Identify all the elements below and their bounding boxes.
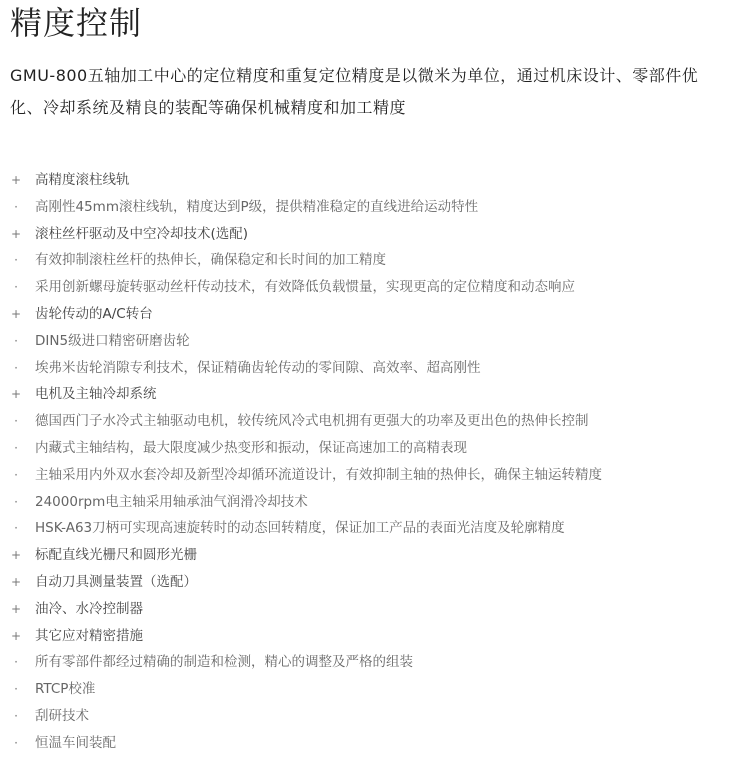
bullet-icon: · — [14, 440, 18, 455]
category-label: 电机及主轴冷却系统 — [35, 386, 157, 403]
detail-text: 有效抑制滚柱丝杆的热伸长，确保稳定和长时间的加工精度 — [35, 252, 386, 269]
feature-category-item[interactable] — [0, 221, 735, 248]
feature-detail-item — [0, 703, 735, 730]
feature-detail-item — [0, 408, 735, 435]
plus-icon[interactable]: + — [10, 574, 22, 589]
bullet-icon: · — [14, 333, 18, 348]
bullet-icon: · — [14, 494, 18, 509]
bullet-icon: · — [14, 682, 18, 697]
detail-text: 内藏式主轴结构，最大限度减少热变形和振动，保证高速加工的高精表现 — [35, 439, 467, 456]
detail-text: HSK-A63刀柄可实现高速旋转时的动态回转精度，保证加工产品的表面光洁度及轮廓精度 — [35, 520, 565, 537]
feature-category-item[interactable] — [0, 596, 735, 623]
bullet-icon: · — [14, 655, 18, 670]
intro-paragraph: GMU-800五轴加工中心的定位精度和重复定位精度是以微米为单位，通过机床设计、零部件优化、冷却系统及精良的装配等确保机械精度和加工精度 — [10, 66, 699, 117]
feature-detail-item — [0, 730, 735, 757]
feature-category-item[interactable] — [0, 381, 735, 408]
feature-category-item[interactable] — [0, 623, 735, 650]
plus-icon[interactable]: + — [10, 306, 22, 321]
detail-text: 德国西门子水冷式主轴驱动电机，较传统风冷式电机拥有更强大的功率及更出色的热伸长控制 — [35, 413, 589, 430]
category-label: 油冷、水冷控制器 — [35, 600, 143, 617]
feature-detail-item — [0, 649, 735, 676]
bullet-icon: · — [14, 467, 18, 482]
feature-detail-item — [0, 489, 735, 516]
feature-category-item[interactable] — [0, 569, 735, 596]
category-label: 标配直线光栅尺和圆形光栅 — [35, 547, 197, 564]
feature-category-item[interactable] — [0, 542, 735, 569]
page-title: 精度控制 — [10, 4, 143, 42]
category-label: 其它应对精密措施 — [35, 627, 143, 644]
detail-text: 24000rpm电主轴采用轴承油气润滑冷却技术 — [35, 493, 308, 510]
feature-detail-item — [0, 194, 735, 221]
bullet-icon: · — [14, 199, 18, 214]
bullet-icon: · — [14, 414, 18, 429]
feature-category-item[interactable] — [0, 167, 735, 194]
detail-text: 埃弗米齿轮消隙专利技术，保证精确齿轮传动的零间隙、高效率、超高刚性 — [35, 359, 481, 376]
plus-icon[interactable]: + — [10, 601, 22, 616]
detail-text: RTCP校准 — [35, 681, 96, 698]
detail-text: 采用创新螺母旋转驱动丝杆传动技术，有效降低负载惯量，实现更高的定位精度和动态响应 — [35, 279, 575, 296]
feature-detail-item — [0, 462, 735, 489]
feature-detail-item — [0, 247, 735, 274]
bullet-icon: · — [14, 521, 18, 536]
plus-icon[interactable]: + — [10, 173, 22, 187]
detail-text: 所有零部件都经过精确的制造和检测，精心的调整及严格的组装 — [35, 654, 413, 671]
detail-text: 主轴采用内外双水套冷却及新型冷却循环流道设计，有效抑制主轴的热伸长，确保主轴运转精度 — [35, 466, 602, 483]
bullet-icon: · — [14, 360, 18, 375]
feature-detail-item — [0, 515, 735, 542]
feature-detail-item — [0, 435, 735, 462]
plus-icon[interactable]: + — [10, 628, 22, 643]
category-label: 自动刀具测量装置（选配） — [35, 573, 197, 590]
category-label: 齿轮传动的A/C转台 — [35, 305, 153, 322]
bullet-icon: · — [14, 735, 18, 750]
detail-text: 恒温车间装配 — [35, 734, 116, 751]
detail-text: DIN5级进口精密研磨齿轮 — [35, 332, 190, 349]
feature-category-item[interactable] — [0, 301, 735, 328]
bullet-icon: · — [14, 280, 18, 295]
detail-text: 刮研技术 — [35, 707, 89, 724]
plus-icon[interactable]: + — [10, 548, 22, 563]
category-label: 滚柱丝杆驱动及中空冷却技术(选配) — [35, 225, 249, 242]
feature-list — [0, 167, 735, 757]
bullet-icon: · — [14, 708, 18, 723]
category-label: 高精度滚柱线轨 — [35, 172, 130, 188]
bullet-icon: · — [14, 253, 18, 268]
feature-detail-item — [0, 355, 735, 382]
feature-detail-item — [0, 328, 735, 355]
plus-icon[interactable]: + — [10, 226, 22, 241]
plus-icon[interactable]: + — [10, 387, 22, 402]
feature-detail-item — [0, 676, 735, 703]
feature-detail-item — [0, 274, 735, 301]
detail-text: 高刚性45mm滚柱线轨，精度达到P级，提供精准稳定的直线进给运动特性 — [35, 198, 479, 215]
